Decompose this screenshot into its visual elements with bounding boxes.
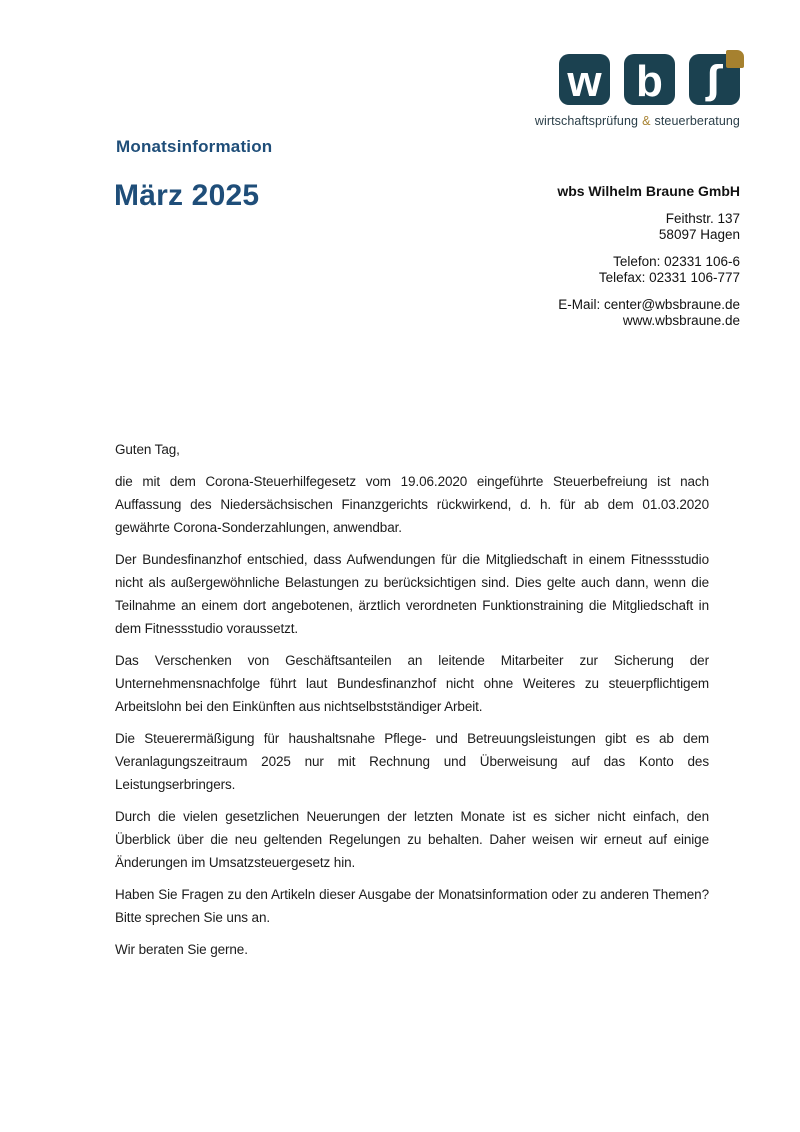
closing-line: Wir beraten Sie gerne. <box>115 942 248 957</box>
logo-tile-b-box <box>624 54 675 105</box>
logo-letter-w: w <box>567 57 602 105</box>
body-paragraph: Haben Sie Fragen zu den Artikeln dieser Ausgabe der Monatsinformation oder zu anderen Themen? Bitte sprechen Sie uns an. <box>115 887 709 925</box>
phone-line: Telefon: 02331 106-6 <box>613 254 740 269</box>
newsletter-type-label: Monatsinformation <box>116 137 273 156</box>
logo-tile-s <box>689 54 740 105</box>
body-paragraph: Das Verschenken von Geschäftsanteilen an leitende Mitarbeiter zur Sicherung der Unternehmensnachfolge führt laut Bundesfinanzhof nicht ohne Weiteres zu steuerpflichtigem Arbeitslohn bei den Einkünften aus nichtselbstständiger Arbeit. <box>115 653 709 714</box>
logo-tile-b <box>624 54 675 105</box>
tagline-ampersand: & <box>642 114 651 128</box>
gold-corner-accent-icon <box>726 50 744 68</box>
phone-group <box>557 254 740 286</box>
tagline-left: wirtschaftsprüfung <box>534 114 639 128</box>
logo-tile-w <box>559 54 610 105</box>
body-paragraph: Die Steuerermäßigung für haushaltsnahe Pflege- und Betreuungsleistungen gibt es ab dem Veranlagungszeitraum 2025 nur mit Rechnung und Überweisung auf das Konto des Leistungserbringers. <box>115 731 709 792</box>
letter-body <box>115 438 709 970</box>
website-text: www.wbsbraune.de <box>622 313 740 328</box>
logo-tagline <box>535 114 740 128</box>
company-name: wbs Wilhelm Braune GmbH <box>557 183 740 199</box>
salutation: Guten Tag, <box>115 442 180 457</box>
address-line: Feithstr. 137 <box>665 211 740 226</box>
email-text: E-Mail: center@wbsbraune.de <box>558 297 740 312</box>
logo-letter-s: ʃ <box>706 58 723 102</box>
logo-tiles <box>535 54 740 105</box>
letter-paragraphs <box>115 470 709 929</box>
address-line: 58097 Hagen <box>658 227 740 242</box>
phone-line: Telefax: 02331 106-777 <box>598 270 740 285</box>
page-title: März 2025 <box>114 179 260 212</box>
body-paragraph: Durch die vielen gesetzlichen Neuerungen der letzten Monate ist es sicher nicht einfach, den Überblick über die neu geltenden Regelungen zu behalten. Daher weisen wir erneut auf einige Änderungen im Umsatzsteuergesetz hin. <box>115 809 709 870</box>
body-paragraph: Der Bundesfinanzhof entschied, dass Aufwendungen für die Mitgliedschaft in einem Fitnessstudio nicht als außergewöhnliche Belastungen zu berücksichtigen sind. Dies gelte auch dann, wenn die Teilnahme an einem dort angebotenen, ärztlich verordneten Funktionstraining die Mitgliedschaft in dem Fitnessstudio voraussetzt. <box>115 552 709 636</box>
tagline-right: steuerberatung <box>654 114 740 128</box>
company-logo <box>535 54 740 128</box>
body-paragraph: die mit dem Corona-Steuerhilfegesetz vom 19.06.2020 eingeführte Steuerbefreiung ist nach Auffassung des Niedersächsischen Finanzgerichts rückwirkend, d. h. für ab dem 01.03.2020 gewährte Corona-Sonderzahlungen, anwendbar. <box>115 474 709 535</box>
mail-group <box>557 297 740 329</box>
logo-letter-b: b <box>636 57 663 105</box>
contact-block <box>557 183 740 340</box>
address-group <box>557 211 740 243</box>
logo-tile-w-box <box>559 54 610 105</box>
